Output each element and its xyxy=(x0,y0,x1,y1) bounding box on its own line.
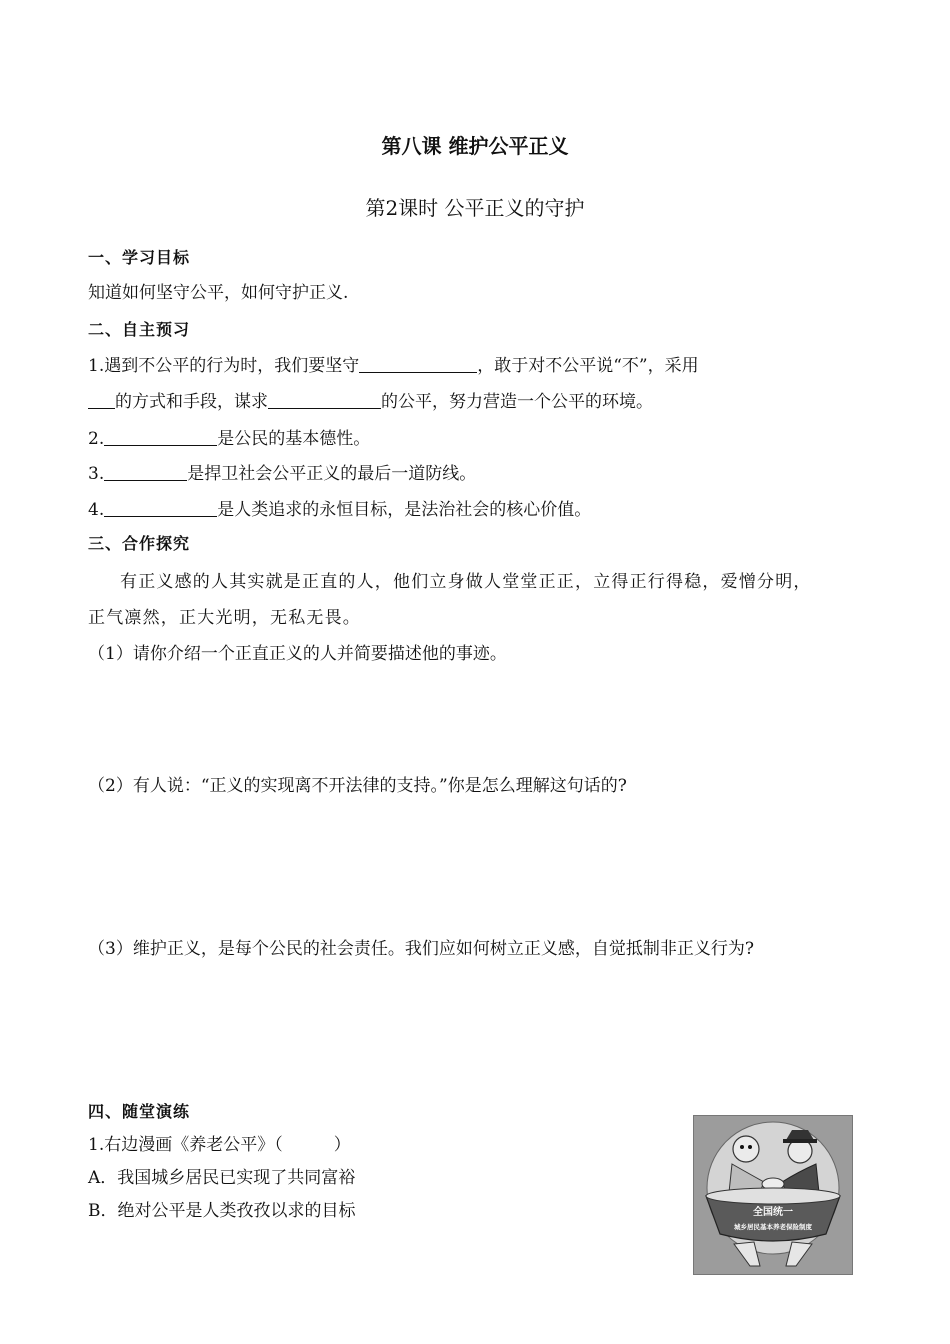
preview-question-3 xyxy=(88,459,476,484)
preview-question-1-line-2 xyxy=(88,387,653,412)
question-number: 2. xyxy=(88,429,105,449)
answer-blank[interactable] xyxy=(104,462,187,481)
section-heading-preview: 二、自主预习 xyxy=(88,320,191,339)
goals-text: 知道如何坚守公平，如何守护正义. xyxy=(88,283,349,303)
question-text: 是公民的基本德性。 xyxy=(217,429,371,449)
question-text: 是捍卫社会公平正义的最后一道防线。 xyxy=(187,464,477,484)
preview-question-4 xyxy=(88,495,591,520)
preview-question-1-line-1 xyxy=(88,351,699,376)
preview-q1-part-b: ，敢于对不公平说“不”，采用 xyxy=(477,356,699,376)
pension-fairness-cartoon xyxy=(693,1115,853,1275)
preview-q1-part-d: 的公平，努力营造一个公平的环境。 xyxy=(381,392,653,412)
explore-question-1: （1）请你介绍一个正直正义的人并简要描述他的事迹。 xyxy=(88,644,507,664)
cartoon-caption-line-1: 全国统一 xyxy=(753,1207,793,1218)
section-heading-practice: 四、随堂演练 xyxy=(88,1102,191,1121)
explore-paragraph-line-2: 正气凛然，正大光明，无私无畏。 xyxy=(88,608,361,628)
answer-blank[interactable] xyxy=(88,390,115,409)
preview-question-2 xyxy=(88,424,370,449)
section-heading-goals: 一、学习目标 xyxy=(88,248,191,267)
cartoon-illustration xyxy=(694,1116,852,1274)
explore-question-3: （3）维护正义，是每个公民的社会责任。我们应如何树立正义感，自觉抵制非正义行为? xyxy=(88,939,754,959)
practice-question-1: 1.右边漫画《养老公平》（ ） xyxy=(88,1135,351,1155)
question-text: 是人类追求的永恒目标，是法治社会的核心价值。 xyxy=(217,500,592,520)
page-title: 第八课 维护公平正义 xyxy=(381,134,569,158)
explore-question-2: （2）有人说：“正义的实现离不开法律的支持。”你是怎么理解这句话的? xyxy=(88,776,627,796)
explore-paragraph-line-1: 有正义感的人其实就是正直的人，他们立身做人堂堂正正，立得正行得稳，爱憎分明， xyxy=(120,572,812,592)
answer-blank[interactable] xyxy=(104,498,217,517)
practice-option-a: A．我国城乡居民已实现了共同富裕 xyxy=(88,1168,356,1188)
page-subtitle: 第2课时 公平正义的守护 xyxy=(365,196,585,220)
section-heading-explore: 三、合作探究 xyxy=(88,534,191,553)
answer-blank[interactable] xyxy=(104,427,217,446)
question-number: 4. xyxy=(88,500,105,520)
question-number: 3. xyxy=(88,464,105,484)
cartoon-caption-line-2: 城乡居民基本养老保险制度 xyxy=(734,1223,812,1231)
answer-blank[interactable] xyxy=(359,354,477,373)
answer-blank[interactable] xyxy=(268,390,381,409)
preview-q1-part-c: 的方式和手段，谋求 xyxy=(115,392,268,412)
preview-q1-part-a: 1.遇到不公平的行为时，我们要坚守 xyxy=(88,356,360,376)
practice-option-b: B．绝对公平是人类孜孜以求的目标 xyxy=(88,1201,356,1221)
